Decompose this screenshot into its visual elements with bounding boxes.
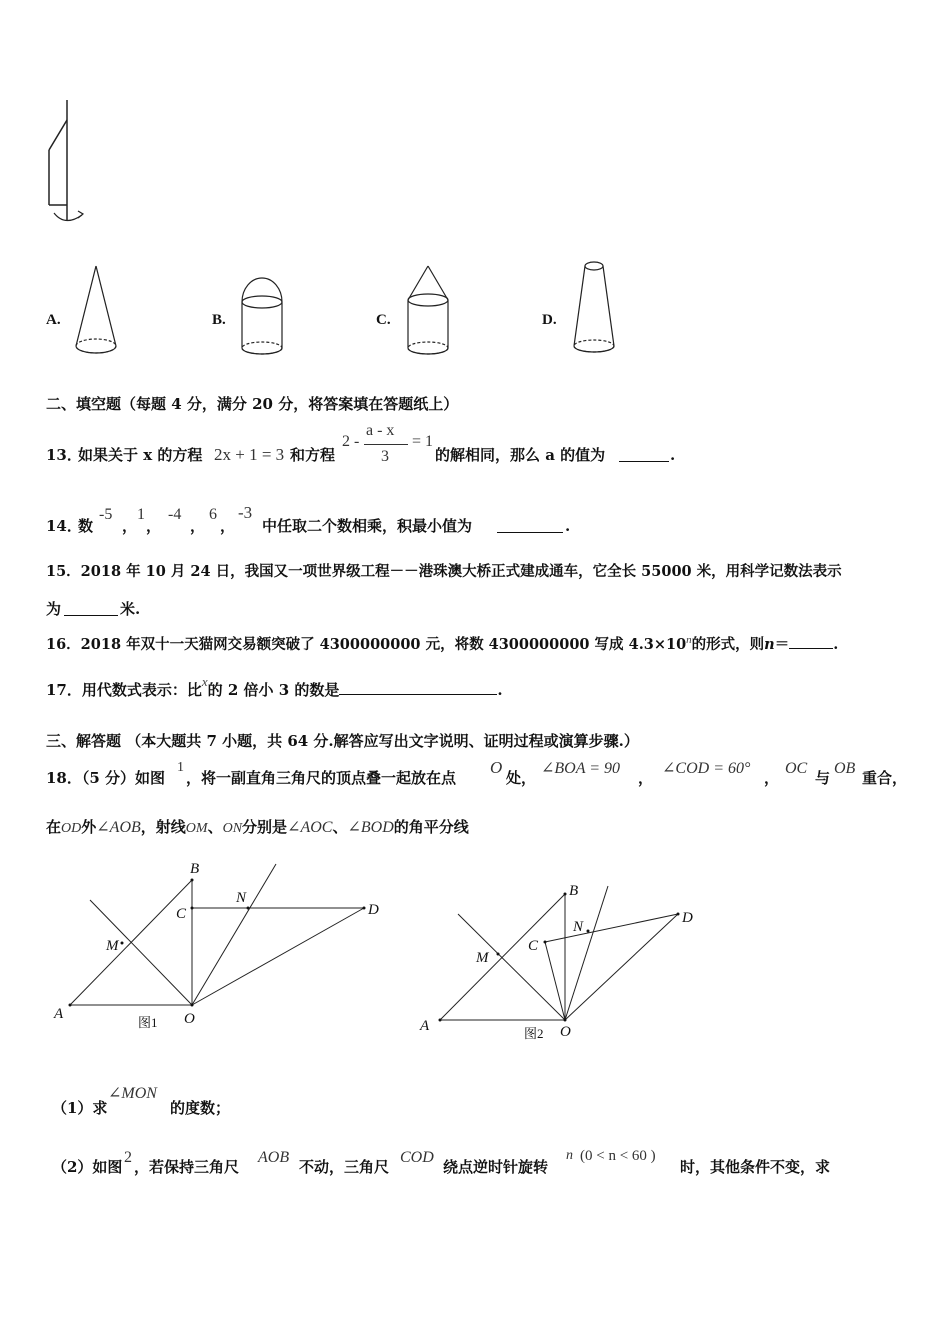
q17-answer-blank[interactable] xyxy=(339,680,497,695)
option-c-label[interactable]: C. xyxy=(376,312,391,328)
q15-answer-blank[interactable] xyxy=(64,601,118,616)
q13-answer-blank[interactable] xyxy=(619,447,669,462)
q13-eq2-denominator: 3 xyxy=(381,448,389,465)
p2-range: (0 < n < 60 ) xyxy=(580,1148,656,1164)
fig2-label-b: B xyxy=(569,883,579,899)
q14-comma-3: ， xyxy=(190,517,206,535)
q13-eq2-lead: 2 - xyxy=(342,433,360,450)
q18-text-1: ，将一副直角三角尺的顶点叠一起放在点 xyxy=(186,769,457,787)
option-b-label[interactable]: B. xyxy=(212,312,226,328)
q17-var: x xyxy=(201,674,208,689)
q18-comma-1: ， xyxy=(638,769,654,787)
q18-text-4: 重合， xyxy=(862,769,908,787)
option-d-label[interactable]: D. xyxy=(542,312,557,328)
q16-var: n xyxy=(764,636,775,653)
q18-l2-c: ，射线 xyxy=(140,818,186,836)
q18-l2-a: 在 xyxy=(46,818,62,836)
figure-1-diagram xyxy=(40,850,400,1040)
p1-text-2: 的度数； xyxy=(170,1099,231,1117)
p2-text-2: ，若保持三角尺 xyxy=(134,1158,240,1176)
q14-text-1: 数 xyxy=(78,517,94,535)
q16-answer-blank[interactable] xyxy=(789,634,833,649)
q18-l2-d: 、 xyxy=(207,818,223,836)
fig2-label-a: A xyxy=(420,1018,430,1034)
q13-text-1: 如果关于 x 的方程 xyxy=(78,446,203,464)
q17-text xyxy=(46,674,503,701)
q18-comma-2: ， xyxy=(764,769,780,787)
p2-text-5: 时，其他条件不变，求 xyxy=(680,1158,831,1176)
fig2-label-d: D xyxy=(682,910,693,926)
q18-aoc: ∠AOC xyxy=(287,819,333,836)
q14-num-5: -3 xyxy=(238,503,253,522)
q18-l2-e: 分别是 xyxy=(242,818,288,836)
q18-text-2: 处， xyxy=(506,769,537,787)
p2-text-4: 绕点逆时针旋转 xyxy=(443,1158,549,1176)
fig1-label-d: D xyxy=(368,902,379,918)
q18-number: 18．（5 分）如图 xyxy=(46,769,166,787)
q13-text-2: 和方程 xyxy=(290,446,336,464)
figure-2-diagram xyxy=(410,870,710,1045)
q14-num-4: 6 xyxy=(209,506,217,523)
q18-angle-cod: ∠COD = 60° xyxy=(662,760,751,777)
p1-text-1: （1）求 xyxy=(52,1099,108,1117)
q14-comma-4: ， xyxy=(220,517,236,535)
p2-cod: COD xyxy=(400,1149,434,1166)
option-a-cone-figure xyxy=(72,262,122,360)
q14-comma-1: ， xyxy=(122,517,138,535)
fig1-label-n: N xyxy=(236,890,247,906)
p2-text-3: 不动，三角尺 xyxy=(299,1158,390,1176)
q18-on: ON xyxy=(222,821,243,836)
q18-l2-g: 的角平分线 xyxy=(393,818,469,836)
section-3-heading: 三、解答题 （本大题共 7 小题，共 64 分.解答应写出文字说明、证明过程或演算步骤.） xyxy=(46,732,639,750)
fig1-label-b: B xyxy=(190,861,200,877)
p1-angle-mon: ∠MON xyxy=(108,1085,157,1102)
q18-oc: OC xyxy=(785,760,808,777)
q14-text-2: 中任取二个数相乘，积最小值为 xyxy=(262,517,473,535)
q14-num-1: -5 xyxy=(99,506,113,523)
option-a-label[interactable]: A. xyxy=(46,312,61,328)
q15-line-2-a: 为 xyxy=(46,600,62,618)
q16-period: . xyxy=(833,636,839,653)
fig2-label-c: C xyxy=(528,938,539,954)
section-2-heading: 二、填空题（每题 4 分，满分 20 分，将答案填在答题纸上） xyxy=(46,395,459,413)
fig1-caption: 图1 xyxy=(138,1015,158,1030)
q13-eq2-rhs: = 1 xyxy=(412,433,434,450)
q18-od: OD xyxy=(61,821,82,836)
q14-number: 14． xyxy=(46,517,82,535)
q16-exponent: n xyxy=(686,634,692,646)
q18-aob: ∠AOB xyxy=(96,819,141,836)
q14-comma-2: ， xyxy=(146,517,162,535)
q18-fig-ref: 1 xyxy=(177,760,184,775)
rotation-shape-figure xyxy=(40,95,95,230)
q14-answer-blank[interactable] xyxy=(497,518,563,533)
q16-text-1: 16．2018 年双十一天猫网交易额突破了 4300000000 元，将数 4300000000 写成 4.3×10 xyxy=(46,636,687,653)
p2-fig-ref: 2 xyxy=(124,1149,132,1166)
q13-text-3: 的解相同，那么 a 的值为 xyxy=(435,446,606,464)
q18-l2-b: 外 xyxy=(81,818,97,836)
fig2-label-n: N xyxy=(573,919,584,935)
option-c-cylinder-cone-figure xyxy=(400,262,456,360)
fig1-label-a: A xyxy=(54,1006,64,1022)
q13-equation-1: 2x + 1 = 3 xyxy=(214,445,285,464)
option-d-frustum-figure xyxy=(568,256,620,360)
q18-text-3: 与 xyxy=(815,769,831,787)
option-b-cylinder-dome-figure xyxy=(236,274,288,360)
q13-period: . xyxy=(670,446,676,464)
q16-text-2: 的形式，则 xyxy=(691,636,765,653)
fig2-label-o: O xyxy=(560,1024,571,1040)
q17-text-1: 17．用代数式表示：比 xyxy=(46,681,202,699)
q17-period: . xyxy=(497,681,503,699)
q14-period: . xyxy=(565,517,571,535)
p2-aob: AOB xyxy=(258,1149,290,1166)
p2-text-1: （2）如图 xyxy=(52,1158,123,1176)
q18-ob: OB xyxy=(834,760,856,777)
q17-text-2: 的 2 倍小 3 的数是 xyxy=(207,681,340,699)
q18-point-o: O xyxy=(490,758,503,777)
q16-text-3: ＝ xyxy=(774,636,790,653)
q18-l2-f: 、 xyxy=(332,818,348,836)
fig1-label-m: M xyxy=(106,938,119,954)
q14-num-2: 1 xyxy=(137,506,145,523)
fig1-label-c: C xyxy=(176,906,187,922)
q18-bod: ∠BOD xyxy=(347,819,394,836)
q15-line-1: 15．2018 年 10 月 24 日，我国又一项世界级工程－－港珠澳大桥正式建成通车，它全长 55000 米，用科学记数法表示 xyxy=(46,563,842,580)
p2-n: n xyxy=(566,1148,573,1163)
q18-line2 xyxy=(46,817,469,839)
q15-line-2-b: 米. xyxy=(120,600,141,618)
fig2-caption: 图2 xyxy=(524,1026,544,1041)
fig2-label-m: M xyxy=(476,950,489,966)
q18-angle-boa: ∠BOA = 90 xyxy=(541,760,621,777)
q14-num-3: -4 xyxy=(168,506,182,523)
fig1-label-o: O xyxy=(184,1011,195,1027)
q13-number: 13． xyxy=(46,446,82,464)
q16-text xyxy=(46,634,838,656)
q18-om: OM xyxy=(185,821,208,836)
q13-eq2-numerator: a - x xyxy=(366,422,395,439)
q13-fraction-bar xyxy=(364,444,408,445)
